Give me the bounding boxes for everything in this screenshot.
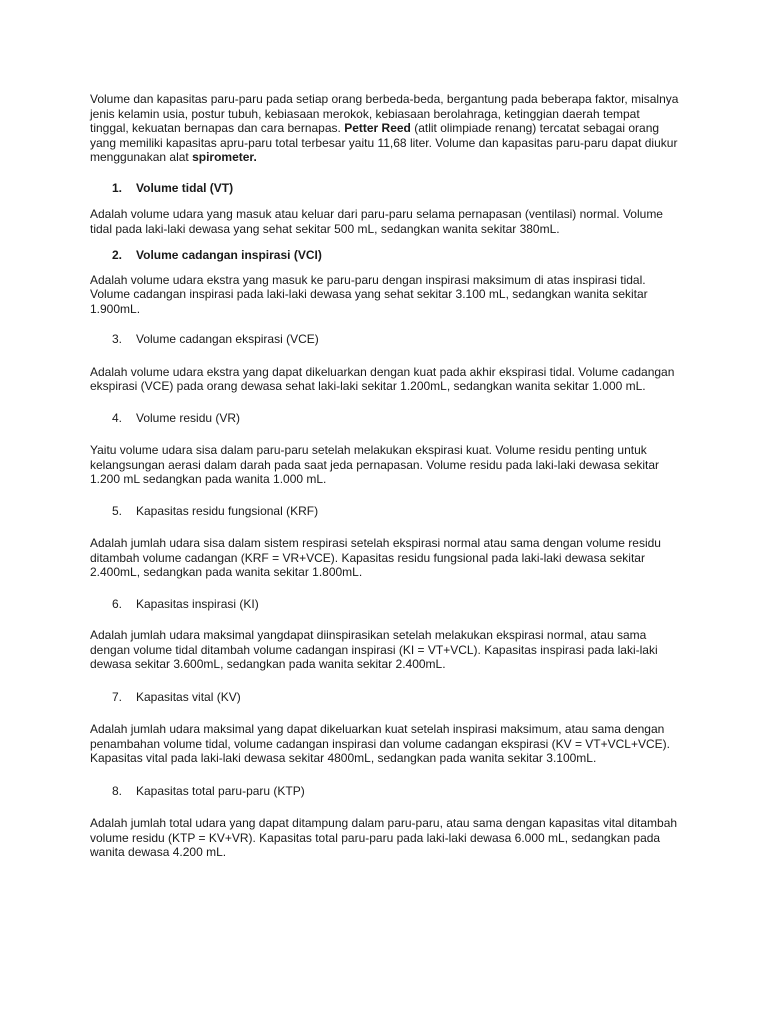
section-body-kapasitas-residu-fungsional: Adalah jumlah udara sisa dalam sistem respirasi setelah ekspirasi normal atau sama dengan volume residu ditambah volume cadangan (KRF = VR+VCE). Kapasitas residu fungsional pada laki-laki dewasa sekitar 2.400mL, sedangkan pada wanita sekitar 1.800mL. (90, 536, 661, 579)
section-heading-kapasitas-vital (90, 690, 680, 705)
intro-bold-tool: spirometer. (192, 150, 257, 164)
section-title: Volume cadangan inspirasi (VCI) (136, 248, 322, 262)
section-heading-kapasitas-total-paru-paru (90, 784, 680, 799)
section-title: Volume cadangan ekspirasi (VCE) (136, 332, 319, 346)
section-title: Volume residu (VR) (136, 410, 241, 425)
section-heading-volume-cadangan-ekspirasi (90, 332, 680, 347)
section-heading-volume-residu (90, 411, 680, 426)
section-number: 5. (112, 503, 123, 518)
section-number: 1. (112, 180, 123, 195)
section-body-volume-residu: Yaitu volume udara sisa dalam paru-paru setelah melakukan ekspirasi kuat. Volume residu penting untuk kelangsungan aerasi dalam darah pada saat jeda pernapasan. Volume residu pada laki-laki dewasa sekitar 1.200 mL sedangkan pada wanita 1.000 mL. (90, 443, 660, 486)
section-heading-kapasitas-residu-fungsional (90, 504, 680, 519)
section-title: Kapasitas vital (KV) (136, 689, 241, 704)
section-number: 6. (112, 596, 123, 611)
section-title: Kapasitas residu fungsional (KRF) (136, 503, 319, 518)
intro-text-1: Volume dan kapasitas paru-paru pada setiap orang berbeda-beda, bergantung pada beberapa faktor, misalnya jenis kelamin usia, postur tubuh, kebiasaan merokok, kebiasaan berolahraga, ketinggian daerah tempat tinggal, kekuatan bernapas dan cara bernapas. (90, 92, 679, 135)
section-number: 4. (112, 410, 123, 425)
section-number: 3. (112, 332, 123, 346)
section-number: 8. (112, 783, 123, 798)
section-number: 7. (112, 689, 123, 704)
section-body-kapasitas-inspirasi: Adalah jumlah udara maksimal yangdapat diinspirasikan setelah melakukan ekspirasi normal, atau sama dengan volume tidal ditambah volume cadangan inspirasi (KI = VT+VCL). Kapasitas inspirasi pada laki-laki dewasa sekitar 3.600mL, sedangkan pada wanita sekitar 2.400mL. (90, 628, 658, 671)
section-body-kapasitas-vital: Adalah jumlah udara maksimal yang dapat dikeluarkan kuat setelah inspirasi maksimum, atau sama dengan penambahan volume tidal, volume cadangan inspirasi dan volume cadangan ekspirasi (KV = VT+VCL+VCE). Kapasitas vital pada laki-laki dewasa sekitar 4800mL, sedangkan pada wanita sekitar 3.100mL. (90, 722, 670, 765)
section-heading-volume-tidal (90, 181, 680, 196)
section-title: Kapasitas total paru-paru (KTP) (136, 783, 305, 798)
section-body-volume-tidal: Adalah volume udara yang masuk atau keluar dari paru-paru selama pernapasan (ventilasi) normal. Volume tidal pada laki-laki dewasa yang sehat sekitar 500 mL, sedangkan wanita sekitar 380mL. (90, 207, 663, 236)
section-number: 2. (112, 248, 123, 262)
section-heading-kapasitas-inspirasi (90, 597, 680, 612)
document-page (90, 92, 680, 860)
section-title: Kapasitas inspirasi (KI) (136, 596, 259, 611)
section-body-kapasitas-total-paru-paru: Adalah jumlah total udara yang dapat ditampung dalam paru-paru, atau sama dengan kapasitas vital ditambah volume residu (KTP = KV+VR). Kapasitas total paru-paru pada laki-laki dewasa 6.000 mL, sedangkan pada wanita dewasa 4.200 mL. (90, 816, 678, 859)
section-body-volume-cadangan-inspirasi: Adalah volume udara ekstra yang masuk ke paru-paru dengan inspirasi maksimum di atas inspirasi tidal. Volume cadangan inspirasi pada laki-laki dewasa yang sehat sekitar 3.100 mL, sedangkan wanita sekitar 1.900mL. (90, 272, 648, 316)
section-heading-volume-cadangan-inspirasi (90, 248, 680, 263)
section-body-volume-cadangan-ekspirasi: Adalah volume udara ekstra yang dapat dikeluarkan dengan kuat pada akhir ekspirasi tidal. Volume cadangan ekspirasi (VCE) pada orang dewasa sehat laki-laki sekitar 1.200mL, sedangkan wanita sekitar 1.000 mL. (90, 364, 675, 393)
intro-paragraph (90, 92, 680, 165)
intro-bold-name: Petter Reed (344, 121, 411, 135)
intro-text-2: (atlit olimpiade renang) tercatat sebagai orang yang memiliki kapasitas apru-paru total terbesar yaitu 11,68 liter. Volume dan kapasitas paru-paru dapat diukur menggunakan alat (90, 121, 678, 164)
section-title: Volume tidal (VT) (136, 180, 234, 195)
